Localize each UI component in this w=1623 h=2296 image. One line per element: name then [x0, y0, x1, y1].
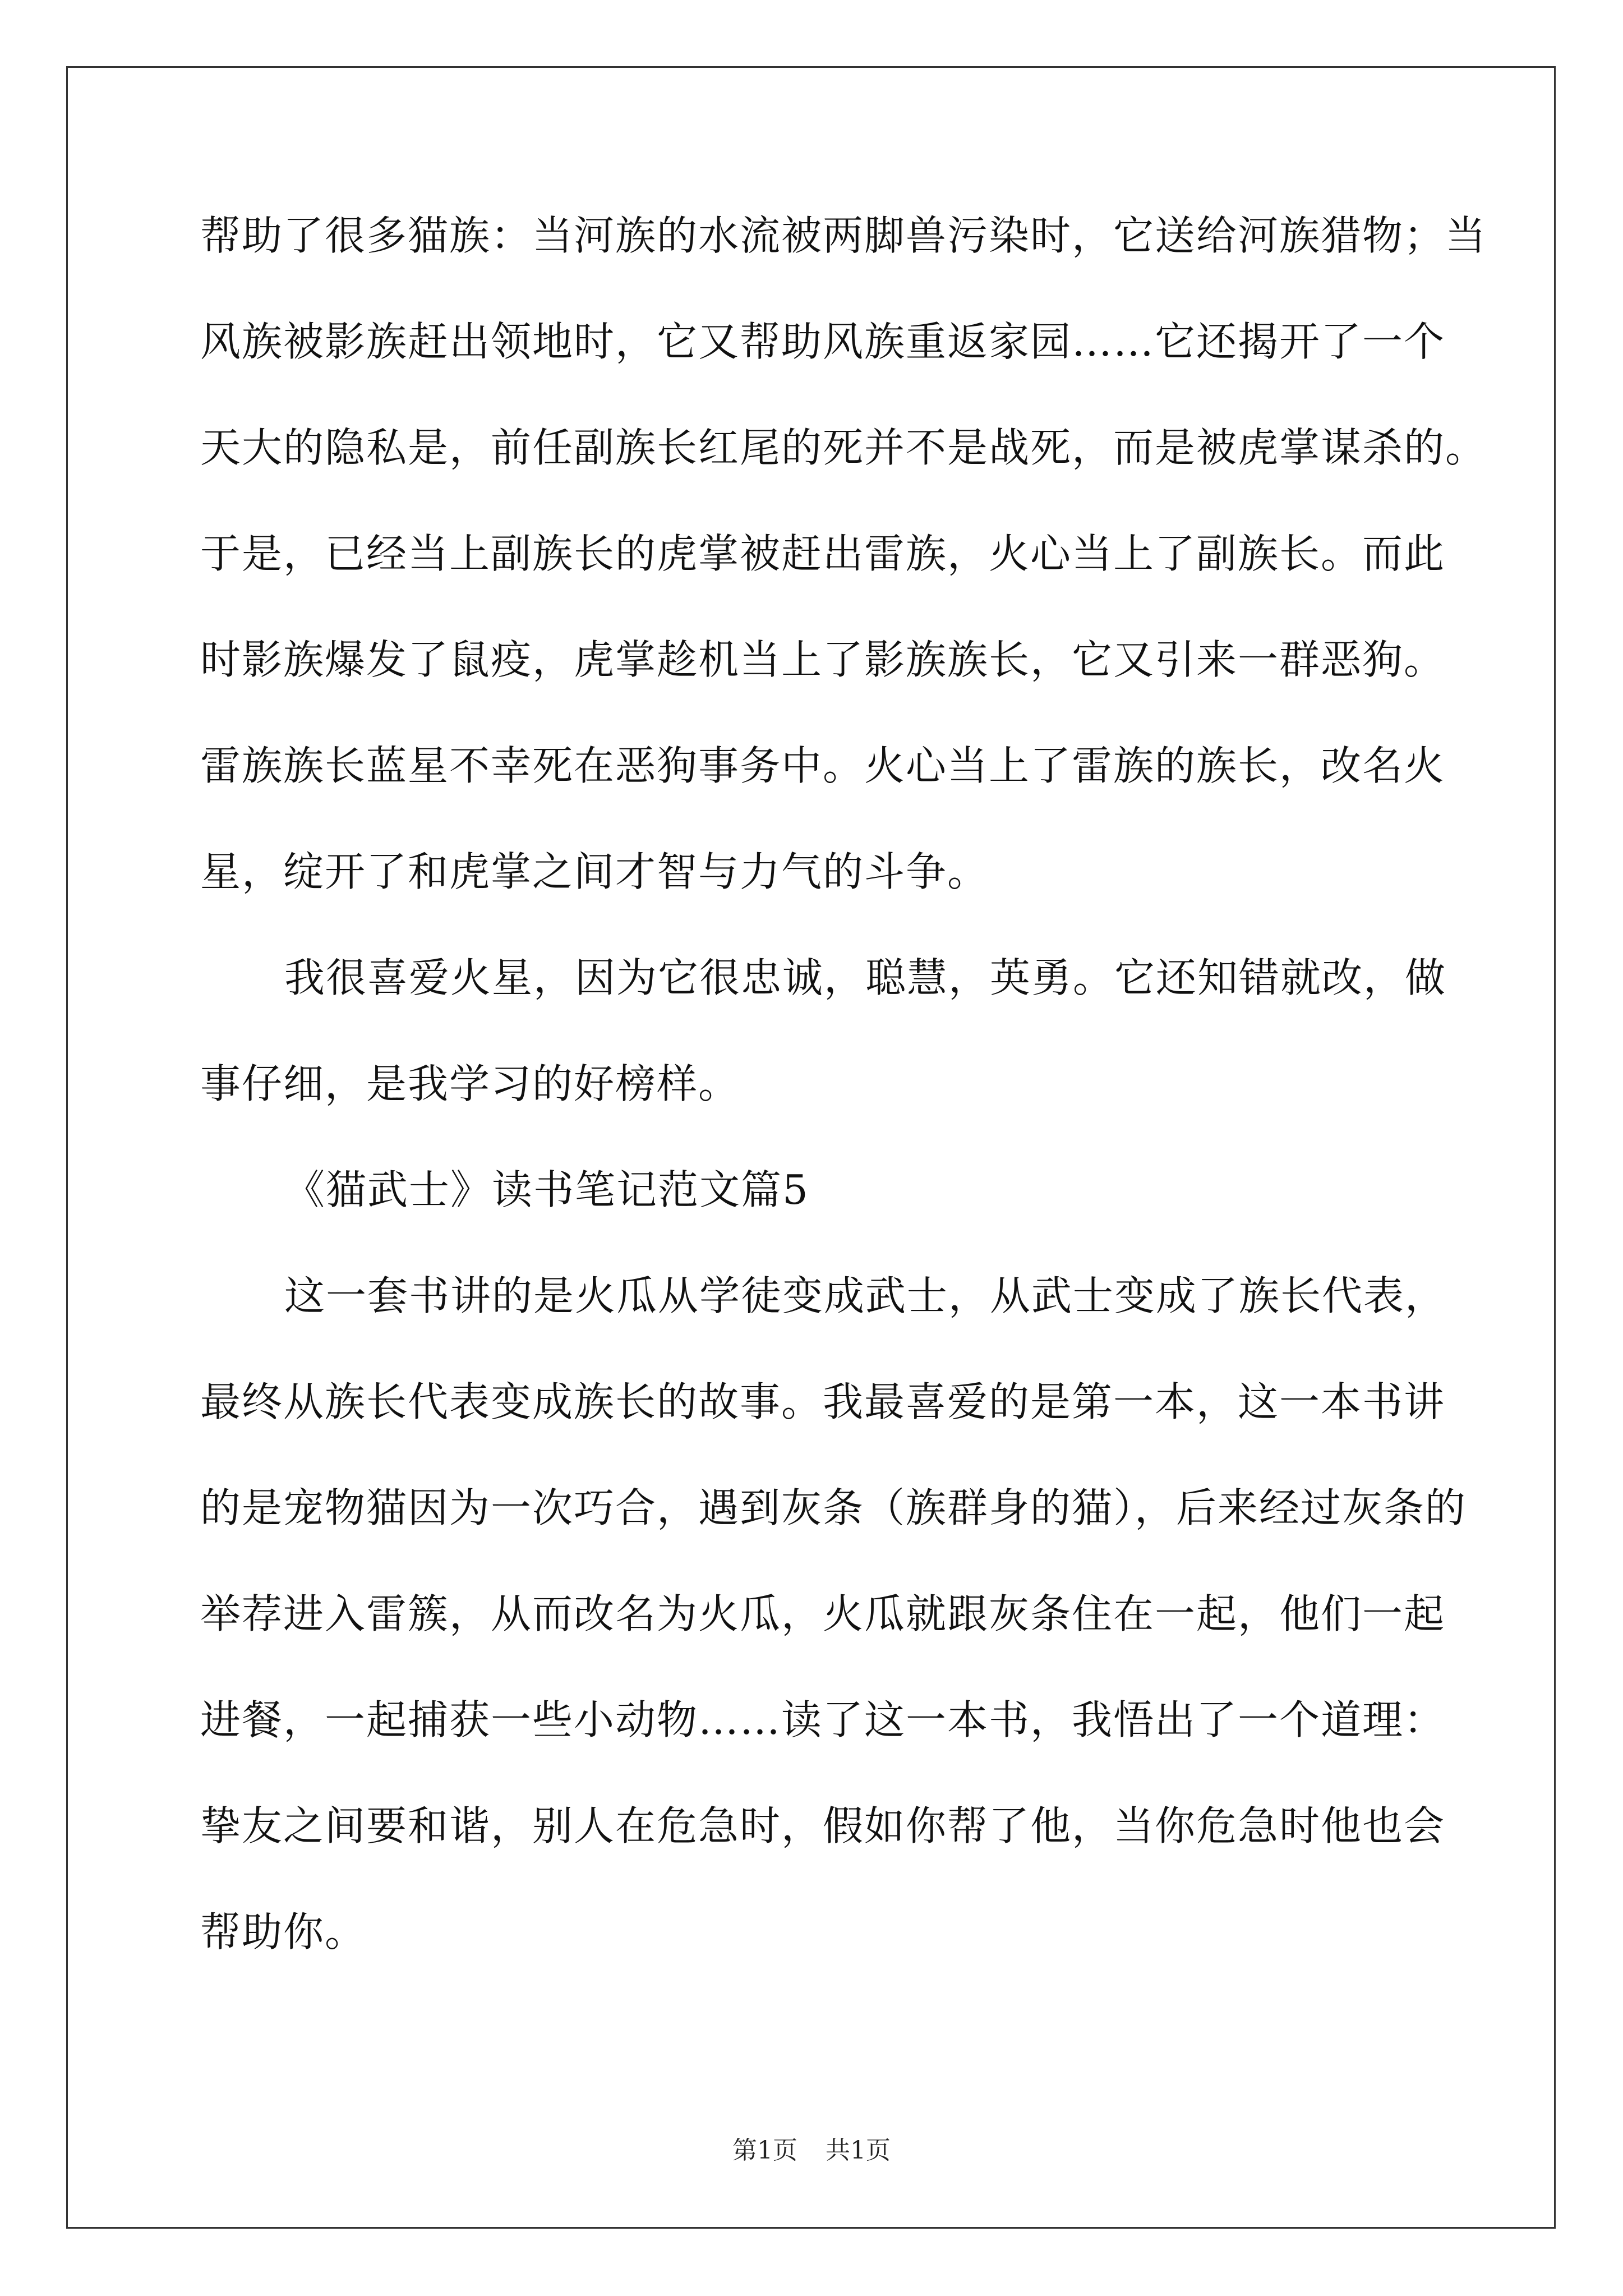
text-line: 举荐进入雷簇，从而改名为火瓜，火瓜就跟灰条住在一起，他们一起: [200, 1590, 1446, 1637]
document-body: [200, 208, 1487, 2010]
page-number: 第1页: [732, 2136, 797, 2165]
text-line: 的是宠物猫因为一次巧合，遇到灰条（族群身的猫），后来经过灰条的: [200, 1484, 1467, 1531]
page-footer: [0, 2130, 1623, 2166]
text-line: 挚友之间要和谐，别人在危急时，假如你帮了他，当你危急时他也会: [200, 1802, 1446, 1849]
page-total: 共1页: [826, 2136, 891, 2165]
text-line: 于是，已经当上副族长的虎掌被赶出雷族，火心当上了副族长。而此: [200, 530, 1446, 577]
text-line: 雷族族长蓝星不幸死在恶狗事务中。火心当上了雷族的族长，改名火: [200, 742, 1446, 789]
text-line: 事仔细，是我学习的好榜样。: [200, 1060, 740, 1107]
text-line: 帮助你。: [200, 1908, 367, 1955]
text-line: 风族被影族赶出领地时，它又帮助风族重返家园……它还揭开了一个: [200, 318, 1446, 365]
paragraph-start-line: 这一套书讲的是火瓜从学徒变成武士，从武士变成了族长代表，: [284, 1272, 1447, 1319]
text-line: 帮助了很多猫族：当河族的水流被两脚兽污染时，它送给河族猎物；当: [200, 212, 1487, 259]
text-line: 星，绽开了和虎掌之间才智与力气的斗争。: [200, 848, 989, 895]
text-line: 进餐，一起捕获一些小动物……读了这一本书，我悟出了一个道理：: [200, 1696, 1446, 1743]
text-line: 时影族爆发了鼠疫，虎掌趁机当上了影族族长，它又引来一群恶狗。: [200, 636, 1446, 683]
paragraph-start-line: 我很喜爱火星，因为它很忠诚，聪慧，英勇。它还知错就改，做: [284, 954, 1447, 1001]
section-heading: 《猫武士》读书笔记范文篇5: [284, 1166, 809, 1213]
text-line: 最终从族长代表变成族长的故事。我最喜爱的是第一本，这一本书讲: [200, 1378, 1446, 1425]
text-line: 天大的隐私是，前任副族长红尾的死并不是战死，而是被虎掌谋杀的。: [200, 424, 1487, 471]
